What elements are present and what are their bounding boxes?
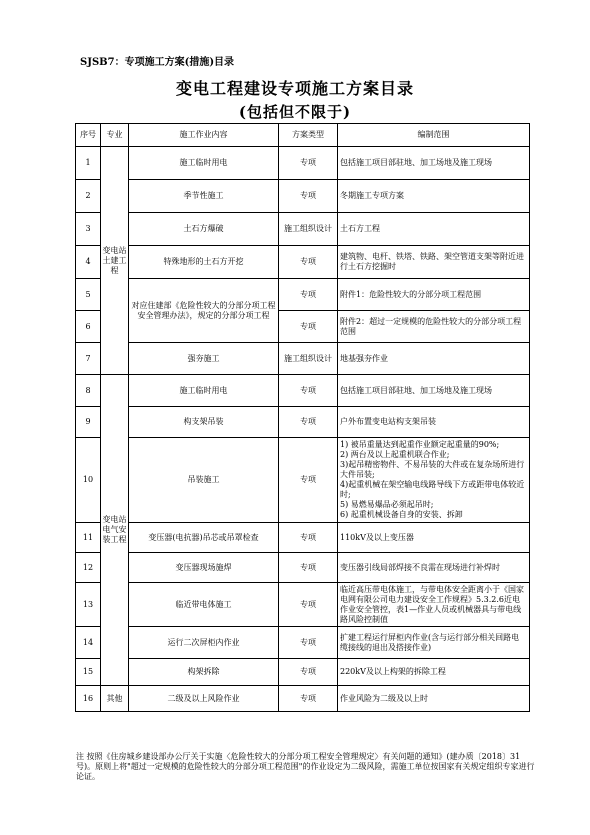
row-type: 专项 [279, 407, 338, 438]
table-row [76, 407, 530, 438]
row-scope: 冬期施工专项方案 [338, 180, 530, 213]
scope-line: 1) 被吊重量达到起重作业额定起重量的90%; [340, 440, 500, 449]
header-major: 专业 [101, 124, 129, 147]
row-scope: 扩建工程运行屏柜内作业(含与运行部分相关回路电缆接线的退出及搭接作业) [338, 627, 530, 659]
table-header-row [76, 124, 530, 147]
table-row [76, 438, 530, 523]
row-type: 专项 [279, 523, 338, 553]
row-scope: 220kV及以上构架的拆除工程 [338, 659, 530, 686]
row-type: 专项 [279, 583, 338, 627]
row-scope: 临近高压带电体施工，与带电体安全距离小于《国家电网有限公司电力建设安全工作规程》5.3.2.6近电作业安全管控，表1—作业人员或机械器具与带电线路风险控制值 [338, 583, 530, 627]
scope-line: 3)起吊精密物件、不易吊装的大件或在复杂场所进行大件吊装; [340, 460, 525, 479]
row-content: 特殊地形的土石方开挖 [129, 246, 279, 279]
row-no: 6 [76, 311, 101, 343]
row-no: 7 [76, 343, 101, 375]
row-no: 2 [76, 180, 101, 213]
row-content: 临近带电体施工 [129, 583, 279, 627]
row-scope-list [338, 438, 530, 523]
major-other: 其他 [101, 686, 129, 712]
row-content: 变压器(电抗器)吊芯或吊罩检查 [129, 523, 279, 553]
row-no: 16 [76, 686, 101, 712]
row-type: 专项 [279, 279, 338, 311]
row-type: 专项 [279, 627, 338, 659]
table-row [76, 180, 530, 213]
page-title: 变电工程建设专项施工方案目录 [175, 79, 414, 98]
major-electrical: 变电站电气安装工程 [101, 375, 129, 686]
row-content: 二级及以上风险作业 [129, 686, 279, 712]
row-content: 强夯施工 [129, 343, 279, 375]
row-no: 4 [76, 246, 101, 279]
table-row [76, 343, 530, 375]
row-scope: 作业风险为二级及以上时 [338, 686, 530, 712]
row-content: 土石方爆破 [129, 213, 279, 246]
header-content: 施工作业内容 [129, 124, 279, 147]
table-row [76, 583, 530, 627]
row-type: 专项 [279, 311, 338, 343]
row-content: 运行二次屏柜内作业 [129, 627, 279, 659]
table-row [76, 147, 530, 180]
row-content: 构支架吊装 [129, 407, 279, 438]
row-no: 8 [76, 375, 101, 407]
row-type: 专项 [279, 686, 338, 712]
row-type: 专项 [279, 659, 338, 686]
major-civil: 变电站土建工程 [101, 147, 129, 375]
row-scope: 包括施工项目部驻地、加工场地及施工现场 [338, 375, 530, 407]
row-type: 专项 [279, 147, 338, 180]
table-row [76, 523, 530, 553]
form-code: SJSB7：专项施工方案(措施)目录 [80, 57, 235, 68]
row-type: 专项 [279, 553, 338, 583]
row-type: 专项 [279, 180, 338, 213]
scope-line: 5) 易燃易爆品必须起吊时; [340, 500, 434, 509]
row-scope: 110kV及以上变压器 [338, 523, 530, 553]
table-row [76, 213, 530, 246]
row-content: 施工临时用电 [129, 375, 279, 407]
scope-line: 4)起重机械在架空输电线路导线下方或距带电体较近时; [340, 480, 525, 499]
row-scope: 变压器引线局部焊接不良需在现场进行补焊时 [338, 553, 530, 583]
row-scope: 土石方工程 [338, 213, 530, 246]
row-scope: 地基强夯作业 [338, 343, 530, 375]
table-row [76, 553, 530, 583]
table-row [76, 375, 530, 407]
row-no: 14 [76, 627, 101, 659]
row-content: 季节性施工 [129, 180, 279, 213]
row-no: 13 [76, 583, 101, 627]
row-no: 10 [76, 438, 101, 523]
table-row [76, 246, 530, 279]
table-row [76, 279, 530, 311]
row-type: 专项 [279, 438, 338, 523]
header-scope: 编制范围 [338, 124, 530, 147]
row-type: 专项 [279, 246, 338, 279]
row-no: 1 [76, 147, 101, 180]
row-content: 变压器现场施焊 [129, 553, 279, 583]
row-content: 构架拆除 [129, 659, 279, 686]
plan-catalog-table [75, 123, 530, 712]
row-content: 施工临时用电 [129, 147, 279, 180]
row-type: 施工组织设计 [279, 343, 338, 375]
row-content: 吊装施工 [129, 438, 279, 523]
row-no: 9 [76, 407, 101, 438]
table-row [76, 659, 530, 686]
page-subtitle: (包括但不限于) [238, 103, 352, 121]
table-row [76, 627, 530, 659]
row-scope: 附件2：超过一定规模的危险性较大的分部分项工程范围 [338, 311, 530, 343]
row-type: 施工组织设计 [279, 213, 338, 246]
row-no: 3 [76, 213, 101, 246]
row-scope: 户外布置变电站构支架吊装 [338, 407, 530, 438]
row-no: 5 [76, 279, 101, 311]
footnote: 注 按照《住房城乡建设部办公厅关于实施〈危险性较大的分部分项工程安全管理规定〉有关问题的通知》(建办质〔2018〕31 号)。原则上将"超过一定规模的危险性较大的分部分项工程范围"的作业设定为二级风险，需施工单位按国家有关规定组织专家进行论证。 [76, 752, 535, 781]
row-content: 对应住建部《危险性较大的分部分项工程安全管理办法》，规定的分部分项工程 [129, 279, 279, 343]
scope-line: 2) 两台及以上起重机联合作业; [340, 450, 450, 459]
table-row [76, 686, 530, 712]
row-no: 15 [76, 659, 101, 686]
row-type: 专项 [279, 375, 338, 407]
scope-line: 6) 起重机械设备自身的安装、拆卸 [340, 510, 463, 519]
row-scope: 包括施工项目部驻地、加工场地及施工现场 [338, 147, 530, 180]
row-no: 12 [76, 553, 101, 583]
row-scope: 附件1：危险性较大的分部分项工程范围 [338, 279, 530, 311]
row-scope: 建筑物、电杆、铁塔、铁路、架空管道支架等附近进行土石方挖掘时 [338, 246, 530, 279]
header-type: 方案类型 [279, 124, 338, 147]
header-no: 序号 [76, 124, 101, 147]
row-no: 11 [76, 523, 101, 553]
